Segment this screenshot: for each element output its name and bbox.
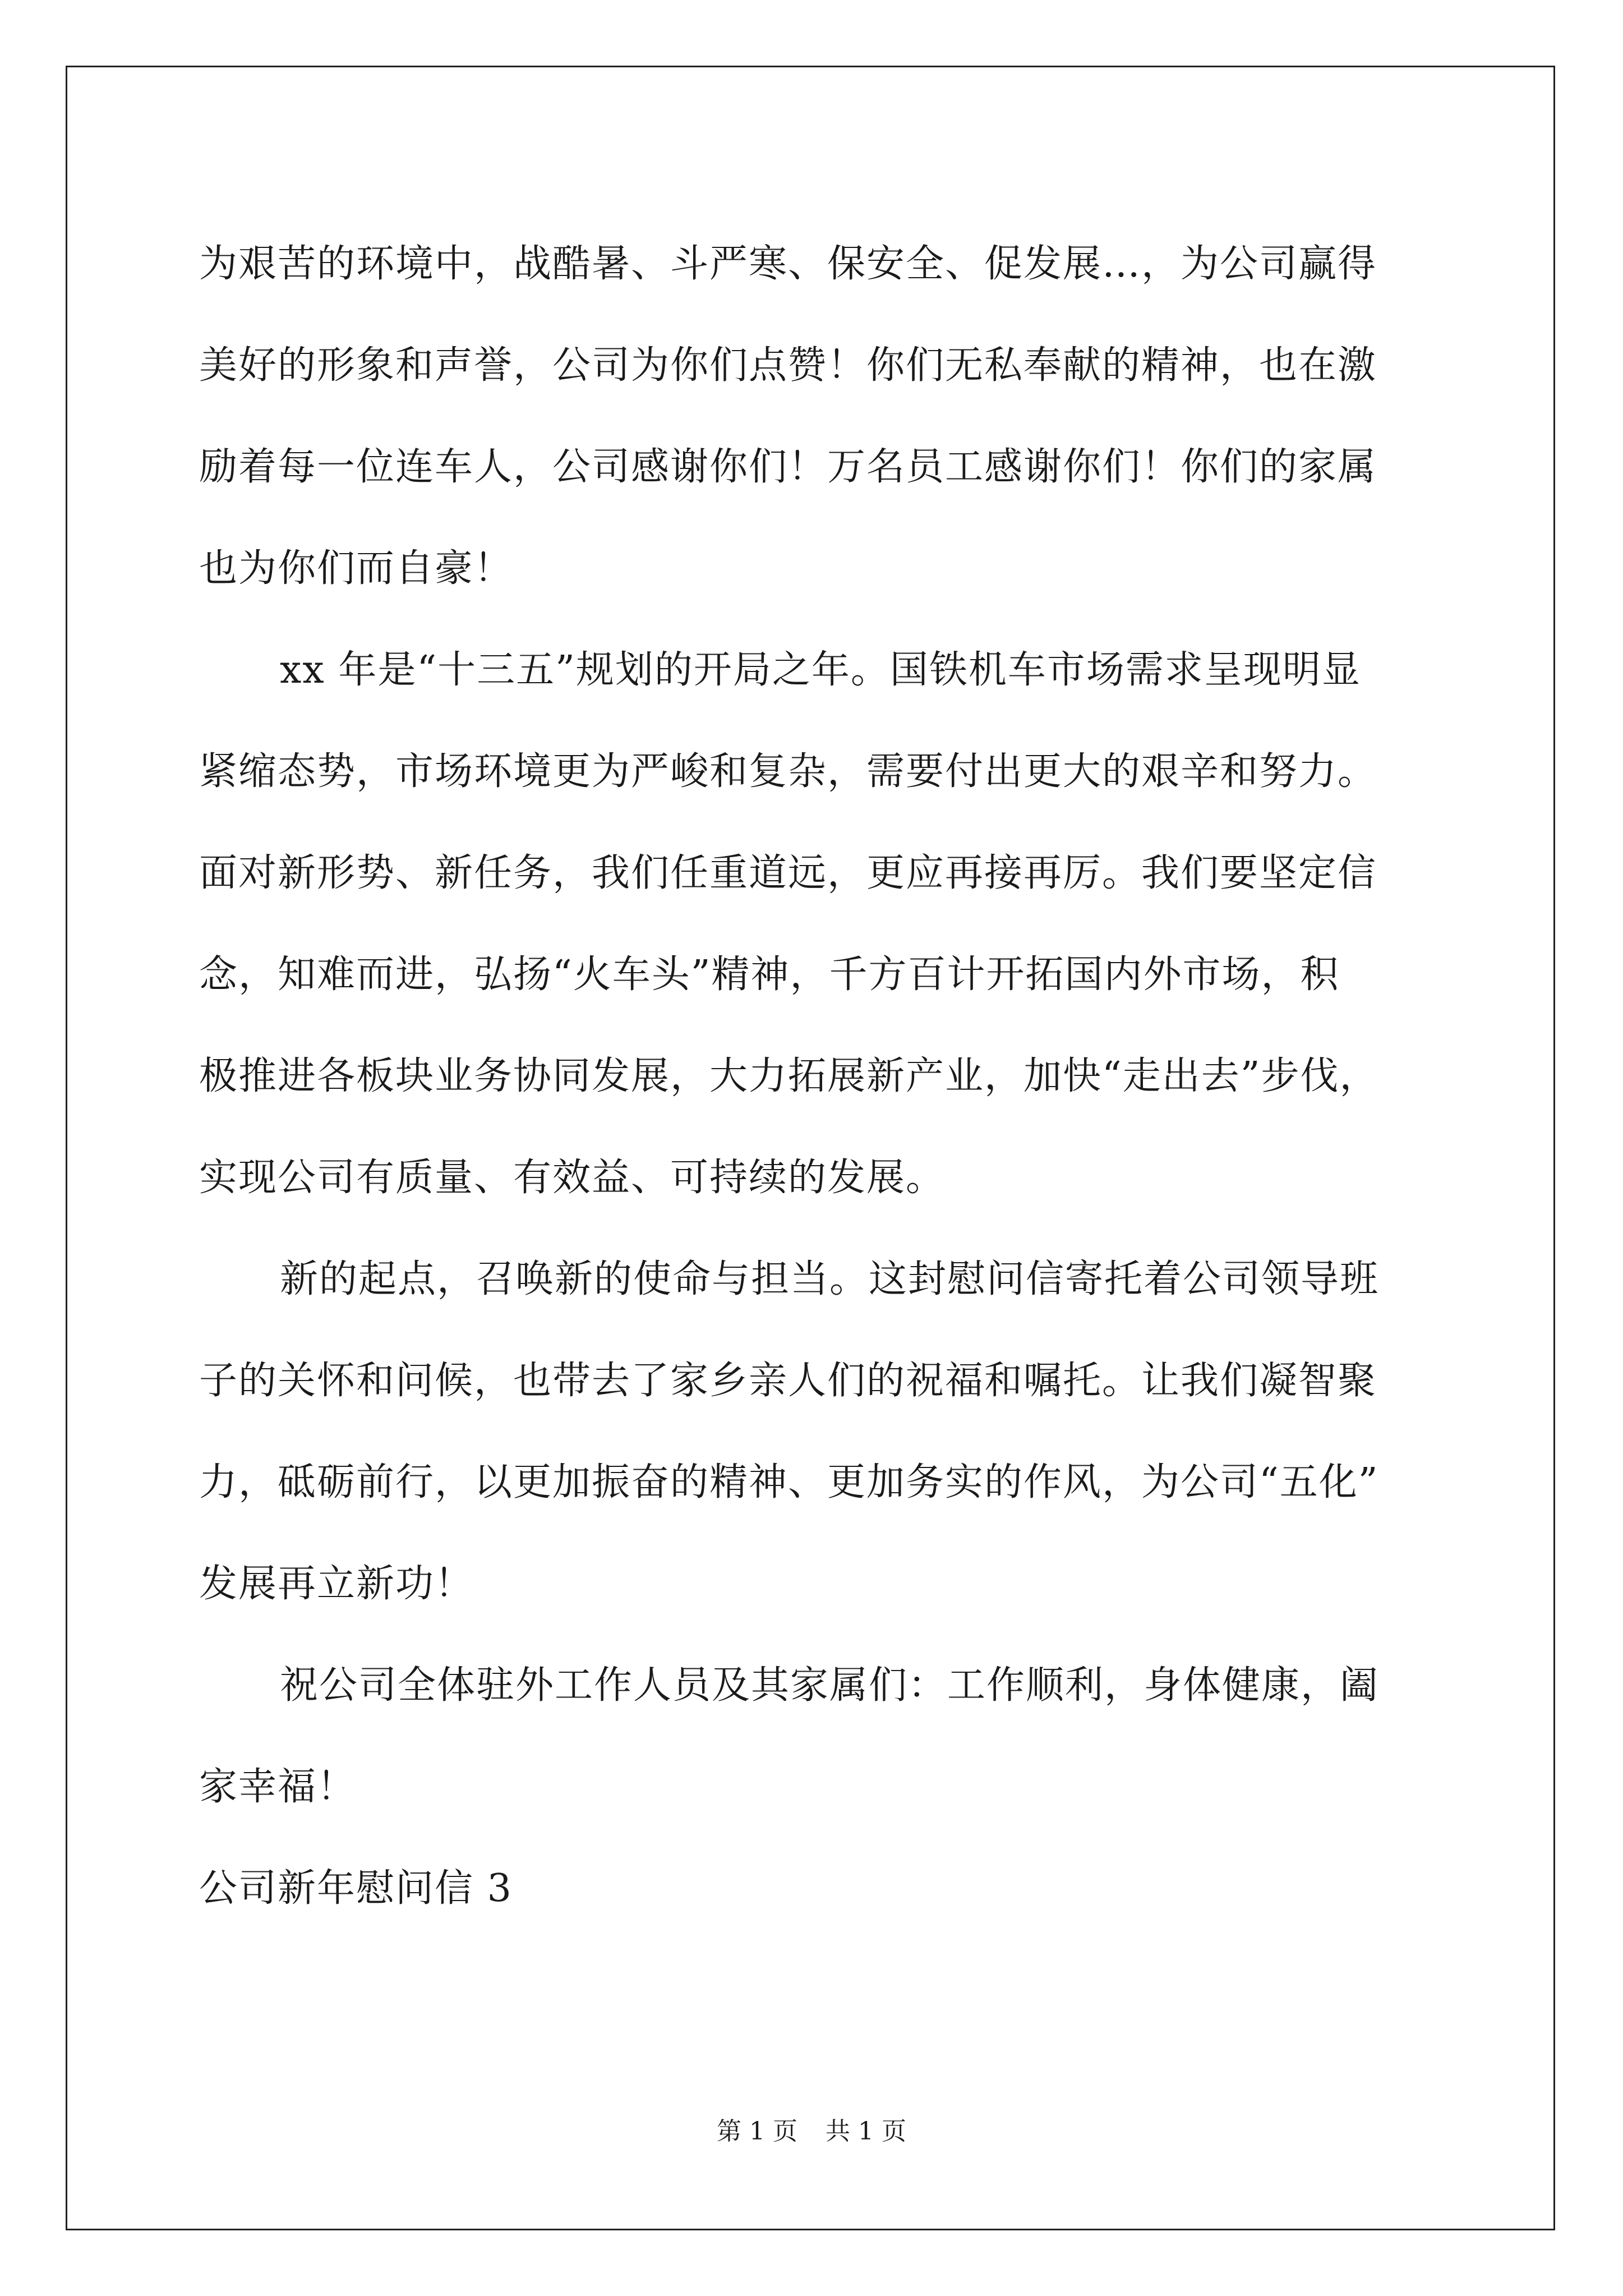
text-line: 实现公司有质量、有效益、可持续的发展。 xyxy=(199,1156,946,1200)
text-line: 面对新形势、新任务，我们任重道远，更应再接再厉。我们要坚定信 xyxy=(199,851,1377,895)
text-line: 发展再立新功！ xyxy=(199,1562,474,1606)
document-body xyxy=(199,213,1450,1939)
text-line: 紧缩态势，市场环境更为严峻和复杂，需要付出更大的艰辛和努力。 xyxy=(199,749,1377,794)
text-line: 念，知难而进，弘扬“火车头”精神，千方百计开拓国内外市场，积 xyxy=(199,953,1340,997)
page-footer xyxy=(0,2115,1623,2148)
text-line: 美好的形象和声誉，公司为你们点赞！你们无私奉献的精神，也在激 xyxy=(199,343,1377,388)
page-total: 共 1 页 xyxy=(826,2117,906,2146)
text-line: 为艰苦的环境中，战酷暑、斗严寒、保安全、促发展…，为公司赢得 xyxy=(199,242,1377,286)
text-line: 也为你们而自豪！ xyxy=(199,546,514,591)
paragraph-first-line: xx 年是“十三五”规划的开局之年。国铁机车市场需求呈现明显 xyxy=(280,648,1361,692)
text-line: 极推进各板块业务协同发展，大力拓展新产业，加快“走出去”步伐， xyxy=(199,1054,1379,1098)
page-number: 第 1 页 xyxy=(717,2117,797,2146)
paragraph-first-line: 新的起点，召唤新的使命与担当。这封慰问信寄托着公司领导班 xyxy=(280,1257,1380,1301)
section-heading: 公司新年慰问信 3 xyxy=(199,1866,513,1911)
text-line: 子的关怀和问候，也带去了家乡亲人们的祝福和嘱托。让我们凝智聚 xyxy=(199,1359,1377,1403)
text-line: 励着每一位连车人，公司感谢你们！万名员工感谢你们！你们的家属 xyxy=(199,445,1377,489)
text-line: 家幸福！ xyxy=(199,1765,357,1809)
text-line: 力，砥砺前行，以更加振奋的精神、更加务实的作风，为公司“五化” xyxy=(199,1460,1379,1504)
paragraph-first-line: 祝公司全体驻外工作人员及其家属们：工作顺利，身体健康，阖 xyxy=(280,1663,1380,1708)
